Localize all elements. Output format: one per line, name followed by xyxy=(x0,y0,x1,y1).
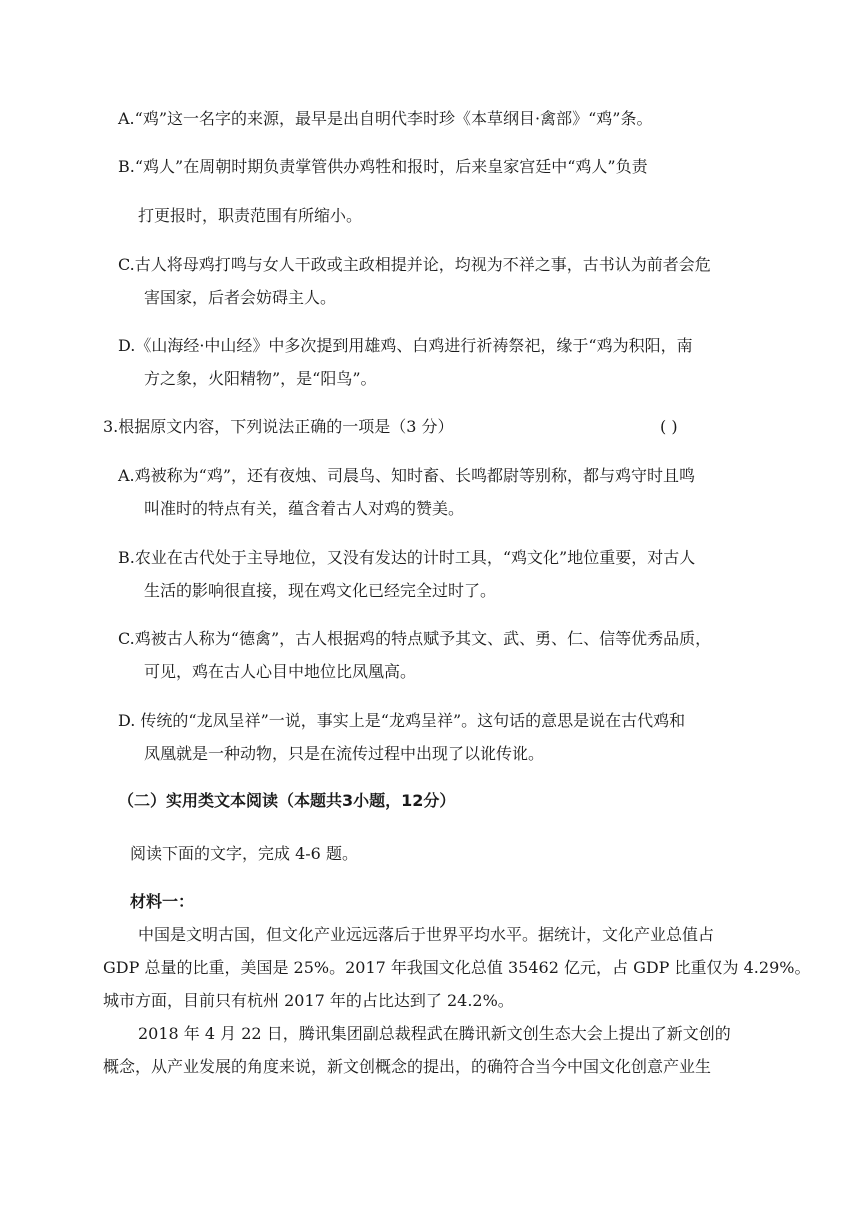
material-para1-line-1: 中国是文明古国，但文化产业远远落后于世界平均水平。据统计，文化产业总值占 xyxy=(138,925,715,944)
q2-option-d-line-2: 方之象，火阳精物”，是“阳鸟”。 xyxy=(144,369,377,388)
section-heading: （二）实用类文本阅读（本题共3小题，12分） xyxy=(118,791,456,810)
q2-option-d-line-1: D.《山海经·中山经》中多次提到用雄鸡、白鸡进行祈祷祭祀，缘于“鸡为积阳，南 xyxy=(118,336,693,355)
q2-option-c-line-2: 害国家，后者会妨碍主人。 xyxy=(144,288,337,307)
q3-option-b-line-2: 生活的影响很直接，现在鸡文化已经完全过时了。 xyxy=(144,581,497,600)
q3-option-c-line-1: C.鸡被古人称为“德禽”，古人根据鸡的特点赋予其文、武、勇、仁、信等优秀品质， xyxy=(118,629,712,648)
material-label: 材料一： xyxy=(130,892,195,911)
material-para2-line-1: 2018 年 4 月 22 日，腾讯集团副总裁程武在腾讯新文创生态大会上提出了新文创的 xyxy=(138,1024,731,1043)
q2-option-b-line-2: 打更报时，职责范围有所缩小。 xyxy=(138,206,363,225)
q2-option-b-line-1: B.“鸡人”在周朝时期负责掌管供办鸡牲和报时，后来皇家宫廷中“鸡人”负责 xyxy=(118,157,648,176)
q2-option-c-line-1: C.古人将母鸡打鸣与女人干政或主政相提并论，均视为不祥之事，古书认为前者会危 xyxy=(118,255,711,274)
q3-option-b-line-1: B.农业在古代处于主导地位，又没有发达的计时工具，“鸡文化”地位重要，对古人 xyxy=(118,548,696,567)
material-para1-line-3: 城市方面，目前只有杭州 2017 年的占比达到了 24.2%。 xyxy=(103,991,514,1010)
q3-stem: 3.根据原文内容，下列说法正确的一项是（3 分） xyxy=(103,417,454,436)
q3-option-d-line-1: D. 传统的“龙凤呈祥”一说，事实上是“龙鸡呈祥”。这句话的意思是说在古代鸡和 xyxy=(118,711,686,730)
section-instruction: 阅读下面的文字，完成 4-6 题。 xyxy=(130,844,358,863)
q2-option-a-line-1: A.“鸡”这一名字的来源，最早是出自明代李时珍《本草纲目·禽部》“鸡”条。 xyxy=(118,109,653,128)
q3-option-d-line-2: 凤凰就是一种动物，只是在流传过程中出现了以讹传讹。 xyxy=(144,744,545,763)
q3-option-a-line-2: 叫准时的特点有关，蕴含着古人对鸡的赞美。 xyxy=(144,499,465,518)
q3-answer-paren: ( ) xyxy=(660,417,678,436)
q3-option-a-line-1: A.鸡被称为“鸡”，还有夜烛、司晨鸟、知时畜、长鸣都尉等别称，都与鸡守时且鸣 xyxy=(118,466,696,485)
material-para2-line-2: 概念，从产业发展的角度来说，新文创概念的提出，的确符合当今中国文化创意产业生 xyxy=(103,1057,712,1076)
q3-option-c-line-2: 可见，鸡在古人心目中地位比凤凰高。 xyxy=(144,662,417,681)
material-para1-line-2: GDP 总量的比重，美国是 25%。2017 年我国文化总值 35462 亿元，占 GDP 比重仅为 4.29%。 xyxy=(103,958,811,977)
